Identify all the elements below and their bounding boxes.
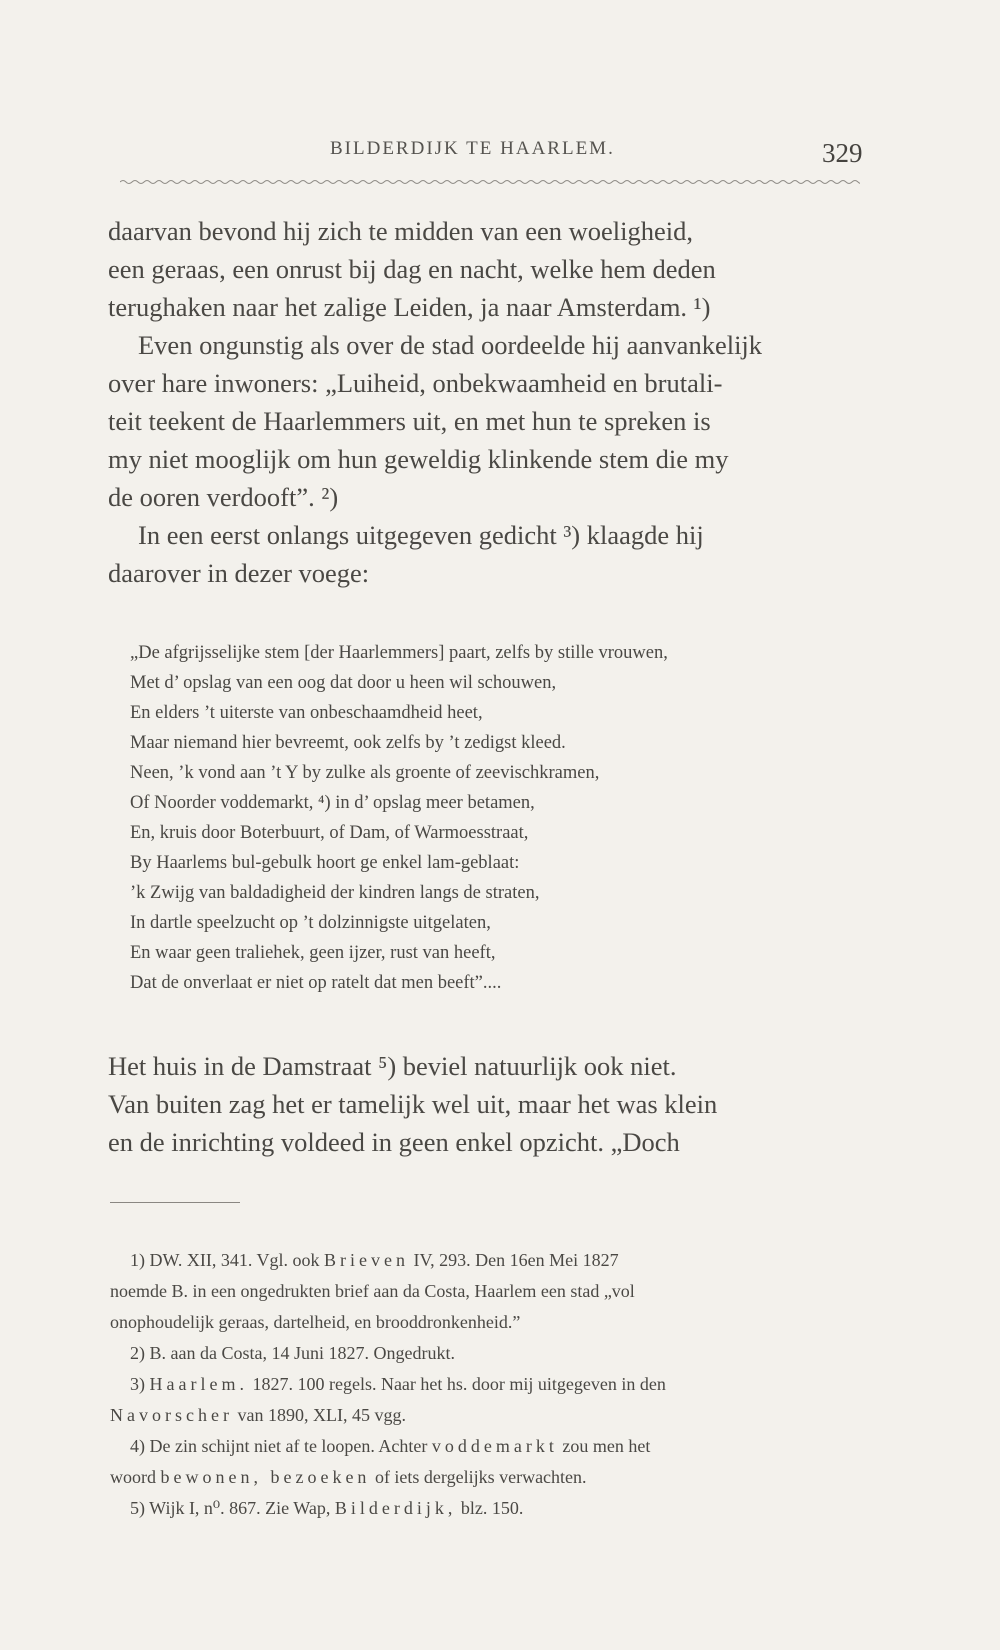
verse-quotation [130, 638, 870, 998]
verse-line: Of Noorder voddemarkt, ⁴) in d’ opslag meer betamen, [130, 793, 535, 813]
footnote-text: 4) De zin schijnt niet af te loopen. Achter [130, 1436, 428, 1456]
verse-line: ’k Zwijg van baldadigheid der kindren langs de straten, [130, 883, 540, 903]
text-line: my niet mooglijk om hun geweldig klinkende stem die my [108, 444, 729, 474]
verse-line: In dartle speelzucht op ’t dolzinnigste uitgelaten, [130, 913, 491, 933]
footnotes [110, 1245, 866, 1524]
text-line: over hare inwoners: „Luiheid, onbekwaamheid en brutali- [108, 368, 723, 398]
text-line: daarvan bevond hij zich te midden van een woeligheid, [108, 216, 694, 246]
verse-line: En elders ’t uiterste van onbeschaamdheid heet, [130, 703, 483, 723]
footnote-4-line-2 [110, 1462, 866, 1493]
footnote-rule [110, 1202, 240, 1203]
verse-line: Dat de onverlaat er niet op ratelt dat men beeft”.... [130, 973, 502, 993]
footnote-3 [110, 1369, 866, 1400]
verse-line: En waar geen traliehek, geen ijzer, rust van heeft, [130, 943, 496, 963]
footnote-spaced-text: Haarlem. [149, 1374, 248, 1394]
text-line: de ooren verdooft”. ²) [108, 482, 339, 512]
footnote-1 [110, 1245, 866, 1276]
verse-line: Maar niemand hier bevreemt, ook zelfs by ’t zedigst kleed. [130, 733, 566, 753]
verse-line: Neen, ’k vond aan ’t Y by zulke als groente of zeevischkramen, [130, 763, 600, 783]
footnote-3-line-2 [110, 1400, 866, 1431]
footnote-4 [110, 1431, 866, 1462]
text-line: en de inrichting voldeed in geen enkel opzicht. „Doch [108, 1127, 680, 1157]
footnote-2: 2) B. aan da Costa, 14 Juni 1827. Ongedrukt. [130, 1343, 455, 1363]
body-text-bottom [108, 1047, 866, 1161]
text-line: daarover in dezer voege: [108, 558, 370, 588]
text-line: teit teekent de Haarlemmers uit, en met hun te spreken is [108, 406, 711, 436]
running-head: BILDERDIJK TE HAARLEM. [330, 138, 615, 159]
footnote-text: of iets dergelijks verwachten. [374, 1467, 587, 1487]
text-line: In een eerst onlangs uitgegeven gedicht ³) klaagde hij [138, 520, 704, 550]
footnote-text: blz. 150. [460, 1498, 524, 1518]
wavy-header-rule [120, 178, 860, 186]
footnote-1-line-3: onophoudelijk geraas, dartelheid, en brooddronkenheid.” [110, 1312, 521, 1332]
page-number: 329 [822, 138, 863, 168]
verse-line: „De afgrijsselijke stem [der Haarlemmers] paart, zelfs by stille vrouwen, [130, 643, 668, 663]
footnote-text: IV, 293. Den 16en Mei 1827 [413, 1250, 619, 1270]
footnote-text: 3) [130, 1374, 145, 1394]
footnote-text: 5) Wijk I, n⁰. 867. Zie Wap, [130, 1498, 331, 1518]
text-line: terughaken naar het zalige Leiden, ja naar Amsterdam. ¹) [108, 292, 711, 322]
body-text-top [108, 212, 866, 592]
verse-line: Met d’ opslag van een oog dat door u heen wil schouwen, [130, 673, 557, 693]
text-line: Het huis in de Damstraat ⁵) beviel natuurlijk ook niet. [108, 1051, 677, 1081]
text-line: Van buiten zag het er tamelijk wel uit, maar het was klein [108, 1089, 718, 1119]
footnote-spaced-text: voddemarkt [431, 1436, 558, 1456]
footnote-5 [110, 1493, 866, 1524]
footnote-text: zou men het [562, 1436, 651, 1456]
footnote-1-line-2: noemde B. in een ongedrukten brief aan da Costa, Haarlem een stad „vol [110, 1281, 635, 1301]
footnote-text: 1) DW. XII, 341. Vgl. ook [130, 1250, 320, 1270]
text-line: een geraas, een onrust bij dag en nacht, welke hem deden [108, 254, 716, 284]
footnote-text: 1827. 100 regels. Naar het hs. door mij uitgegeven in den [252, 1374, 666, 1394]
footnote-spaced-text: Brieven [324, 1250, 409, 1270]
footnote-spaced-text: Bilderdijk, [334, 1498, 457, 1518]
verse-line: By Haarlems bul-gebulk hoort ge enkel lam-geblaat: [130, 853, 520, 873]
verse-line: En, kruis door Boterbuurt, of Dam, of Warmoesstraat, [130, 823, 529, 843]
footnote-spaced-text: Navorscher [110, 1405, 233, 1425]
text-line: Even ongunstig als over de stad oordeelde hij aanvankelijk [138, 330, 763, 360]
footnote-text: woord [110, 1467, 156, 1487]
footnote-text: van 1890, XLI, 45 vgg. [237, 1405, 406, 1425]
footnote-spaced-text: bewonen, bezoeken [160, 1467, 371, 1487]
